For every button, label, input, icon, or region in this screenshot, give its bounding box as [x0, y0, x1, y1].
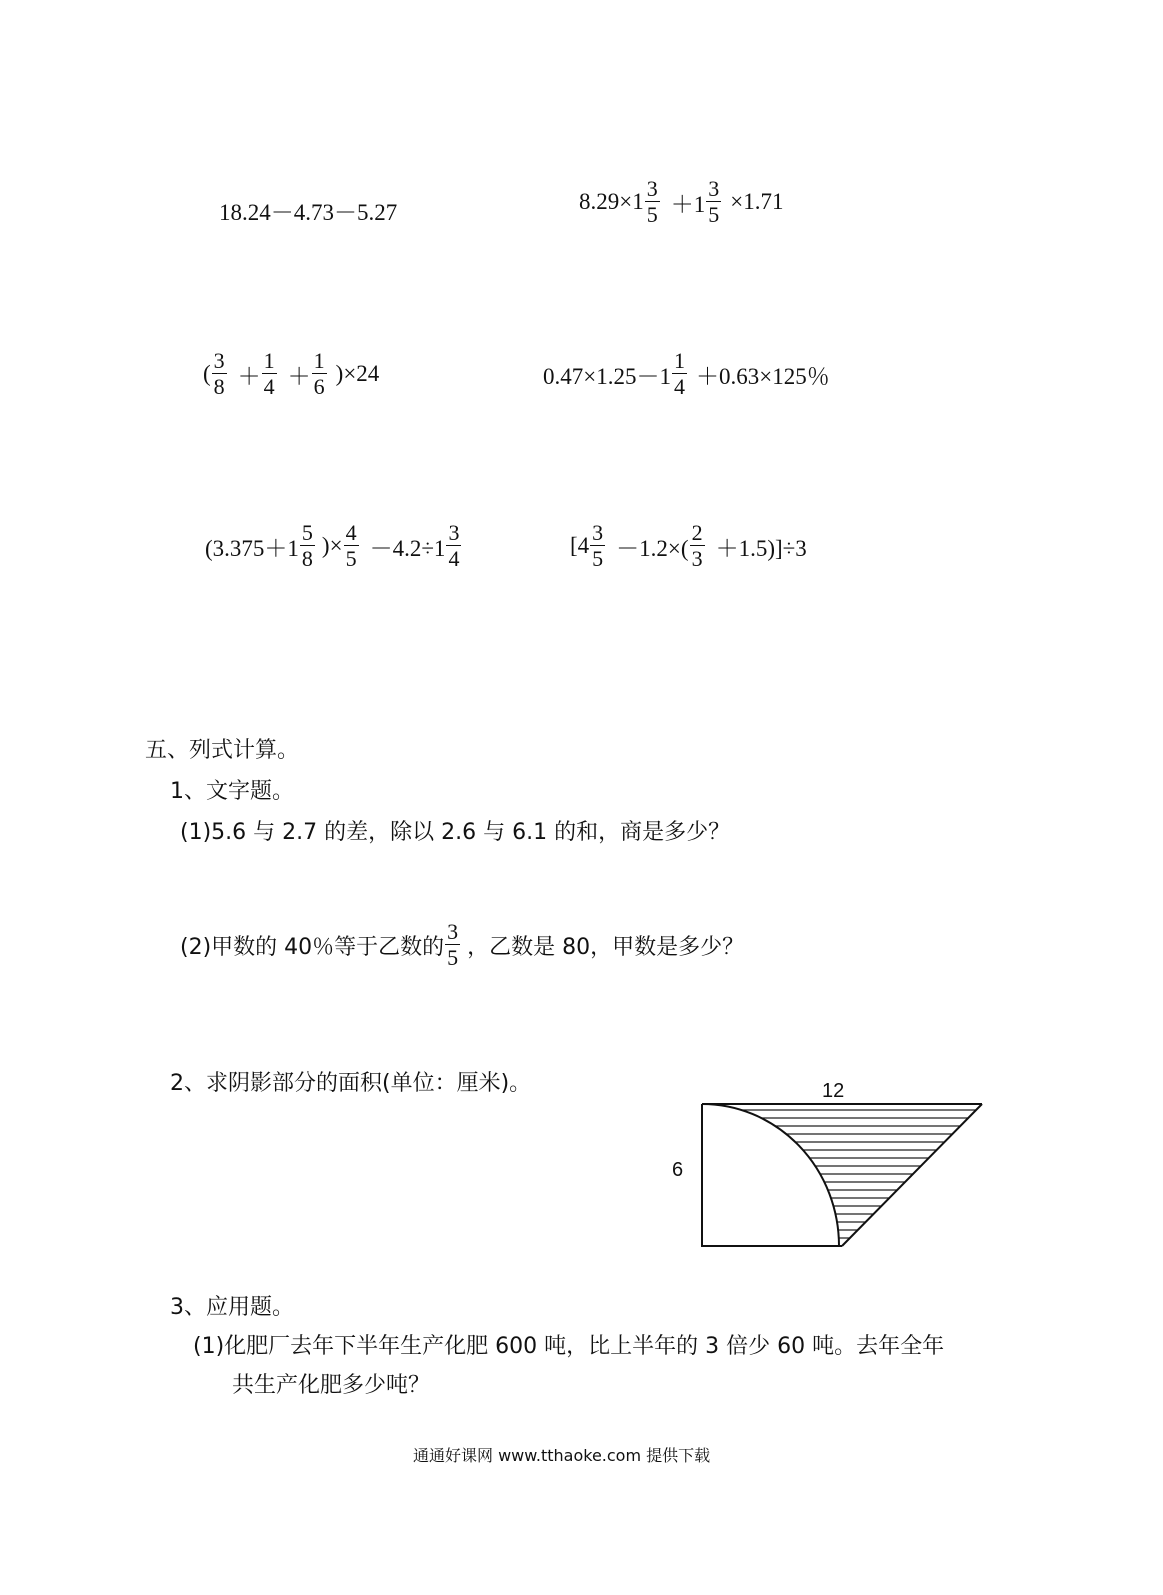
problem-3-part: )×24	[335, 361, 380, 386]
question-1-2-part: ，乙数是 80，甲数是多少？	[467, 934, 745, 960]
fraction: $\frac{1}{4}$	[673, 348, 685, 399]
problem-6-part: －1.2×(	[616, 535, 689, 561]
problem-1-text: 18.24－4.73－5.27	[219, 200, 398, 225]
problem-3	[203, 350, 379, 398]
problem-6	[570, 522, 807, 570]
quarter-arc	[702, 1104, 839, 1246]
question-1-1: (1)5.6 与 2.7 的差，除以 2.6 与 6.1 的和，商是多少？	[180, 820, 731, 845]
problem-5-part: )×	[321, 533, 343, 558]
fraction: $\frac{1}{4}$	[263, 348, 275, 399]
fraction: $\frac{2}{3}$	[691, 520, 703, 571]
problem-4	[543, 350, 830, 398]
problem-5-part: (3.375＋1	[205, 535, 299, 561]
label-12: 12	[822, 1080, 845, 1102]
fraction: $\frac{3}{8}$	[213, 348, 225, 399]
problem-3-part: ＋	[237, 363, 261, 389]
problem-2-part: 8.29×1	[579, 189, 644, 214]
question-3-title: 3、应用题。	[170, 1295, 294, 1320]
question-2-title: 2、求阴影部分的面积(单位：厘米)。	[170, 1071, 532, 1096]
page-footer: 通通好课网 www.tthaoke.com 提供下载	[413, 1446, 711, 1465]
problem-4-part: ＋0.63×125％	[695, 363, 830, 389]
problem-3-part: ＋	[287, 363, 311, 389]
problem-2	[579, 178, 783, 226]
problem-2-part: ＋1	[670, 191, 706, 217]
diagonal-edge	[842, 1104, 982, 1246]
fraction: $\frac{3}{5}$	[447, 919, 459, 970]
problem-1	[219, 194, 397, 227]
hatching	[690, 1110, 990, 1238]
fraction: $\frac{3}{5}$	[708, 176, 720, 227]
question-1-2-part: (2)甲数的 40％等于乙数的	[180, 934, 445, 960]
fraction: $\frac{3}{4}$	[448, 520, 460, 571]
problem-2-part: ×1.71	[730, 189, 784, 214]
question-3-1-line2: 共生产化肥多少吨？	[232, 1373, 431, 1398]
fraction: $\frac{5}{8}$	[301, 520, 313, 571]
problem-6-part: [4	[570, 533, 590, 558]
problem-5-part: －4.2÷1	[369, 535, 446, 561]
fraction: $\frac{1}{6}$	[313, 348, 325, 399]
problem-5	[205, 522, 462, 570]
fraction: $\frac{3}{5}$	[592, 520, 604, 571]
problem-6-part: ＋1.5)]÷3	[715, 535, 807, 561]
problem-3-part: (	[203, 361, 211, 386]
fraction: $\frac{3}{5}$	[646, 176, 658, 227]
question-1-2	[180, 921, 744, 969]
problem-4-part: 0.47×1.25－1	[543, 363, 671, 389]
question-1-title: 1、文字题。	[170, 779, 294, 804]
shaded-area-figure	[660, 1070, 1000, 1260]
fraction: $\frac{4}{5}$	[345, 520, 357, 571]
section-title: 五、列式计算。	[145, 738, 300, 763]
question-3-1-line1: (1)化肥厂去年下半年生产化肥 600 吨，比上半年的 3 倍少 60 吨。去年全年	[193, 1334, 945, 1359]
label-6: 6	[672, 1159, 684, 1181]
